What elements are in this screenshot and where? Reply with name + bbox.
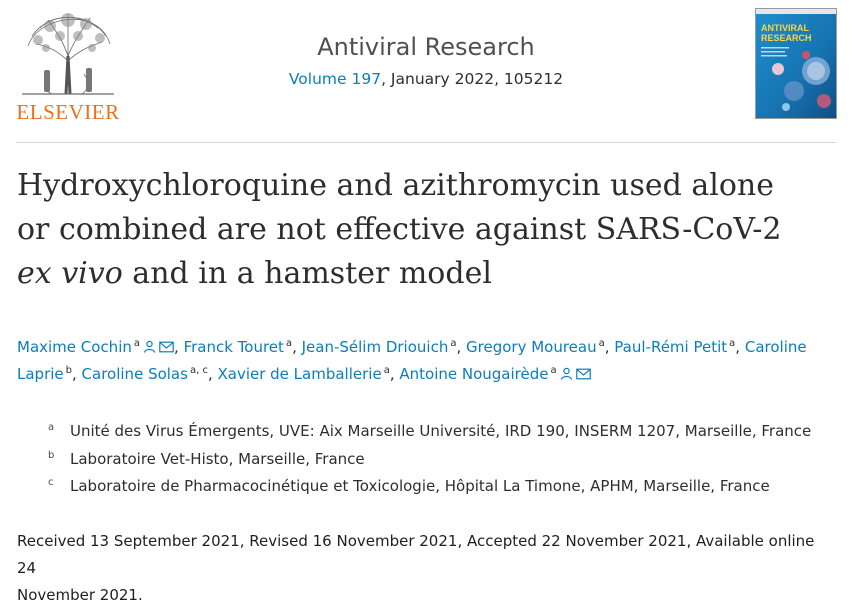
author-link[interactable]: Maxime Cochin [17,338,132,356]
affiliation-item [48,473,828,501]
author-separator: , [604,338,615,356]
history-line-1: Received 13 September 2021, Revised 16 November 2021, Accepted 22 November 2021, Available online 24 [17,532,815,577]
journal-info [240,30,612,92]
author-separator: , [735,338,745,356]
author-affiliation-ref[interactable]: a [450,338,457,349]
journal-cover-thumbnail[interactable] [755,8,837,119]
publisher-logo[interactable] [16,6,120,124]
article-history [17,528,817,609]
author-link[interactable]: Laprie [17,365,64,383]
author-link[interactable]: Antoine Nougairède [399,365,549,383]
author-separator: , [389,365,400,383]
cover-image [756,9,836,118]
title-line-3: and in a hamster model [122,256,492,291]
affiliation-text: Laboratoire Vet-Histo, Marseille, France [70,449,365,468]
author-link[interactable]: Paul-Rémi Petit [614,338,728,356]
person-icon[interactable] [143,340,156,353]
author-affiliation-ref[interactable]: b [65,365,72,376]
journal-title[interactable]: Antiviral Research [317,33,535,61]
title-line-1: Hydroxychloroquine and azithromycin used alone [17,168,774,203]
affiliation-text: Unité des Virus Émergents, UVE: Aix Marseille Université, IRD 190, INSERM 1207, Marseille, France [70,422,812,440]
journal-meta [240,66,612,92]
history-line-2: November 2021. [17,586,143,604]
author-affiliation-ref[interactable]: a [133,338,141,349]
publisher-name: ELSEVIER [16,100,120,124]
author-separator: , [174,338,184,356]
author-affiliation-ref[interactable]: a [598,338,605,349]
person-icon[interactable] [560,367,573,380]
author-affiliation-ref[interactable]: a, c [189,365,208,376]
author-list [17,334,837,388]
envelope-icon[interactable] [159,341,174,353]
affiliation-item [48,446,828,474]
author-separator: , [72,365,82,383]
tree-logo-icon [18,6,118,98]
envelope-icon[interactable] [576,368,591,380]
author-affiliation-ref[interactable]: a [550,365,557,376]
affiliation-label: b [48,449,55,461]
author-separator: , [292,338,302,356]
cover-title-line1: ANTIVIRAL [761,23,809,33]
author-link[interactable]: Jean-Sélim Driouich [301,338,449,356]
affiliation-text: Laboratoire de Pharmacocinétique et Toxicologie, Hôpital La Timone, APHM, Marseille, France [70,477,770,495]
author-separator: , [207,365,218,383]
issue-date-article: , January 2022, 105212 [381,70,564,88]
article-header [0,0,852,142]
affiliation-label: c [48,477,54,488]
affiliation-list [48,418,828,501]
volume-link[interactable]: Volume 197 [288,70,382,88]
affiliation-item [48,418,828,446]
author-affiliation-ref[interactable]: a [383,365,390,376]
author-separator: , [456,338,467,356]
author-affiliation-ref[interactable]: a [285,338,293,349]
title-italic-ex-vivo: ex vivo [17,256,123,291]
header-divider [16,142,836,143]
author-link[interactable]: Gregory Moureau [466,338,597,356]
author-affiliation-ref[interactable]: a [729,338,736,349]
author-link[interactable]: Caroline Solas [81,365,188,383]
affiliation-label: a [48,422,55,433]
cover-title-line2: RESEARCH [761,33,812,43]
author-link[interactable]: Xavier de Lamballerie [217,365,382,383]
author-link[interactable]: Caroline [744,338,807,356]
article-title [17,164,837,296]
title-line-2: or combined are not effective against SARS-CoV-2 [17,212,782,247]
author-link[interactable]: Franck Touret [183,338,284,356]
